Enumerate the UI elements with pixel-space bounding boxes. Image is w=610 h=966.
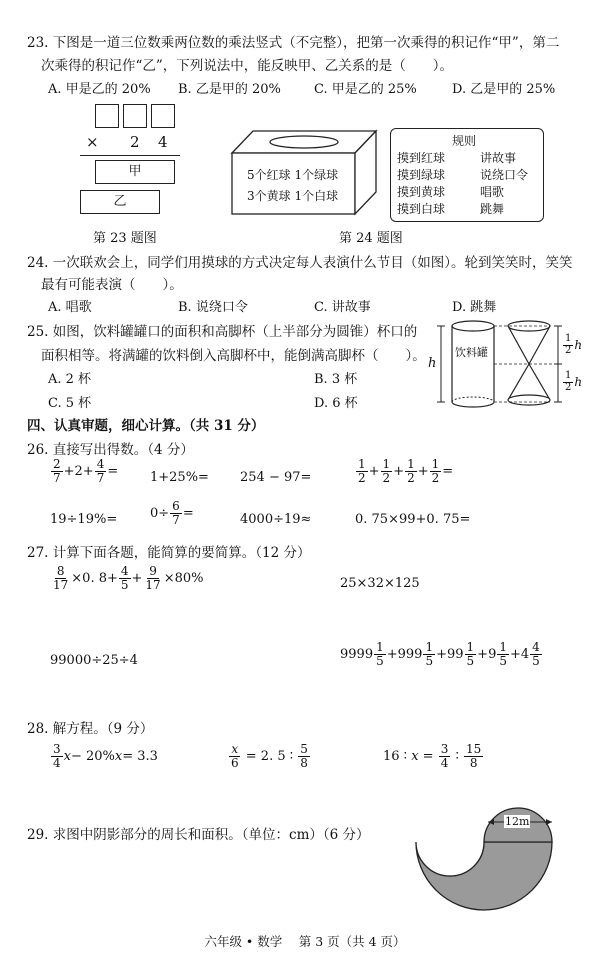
page-footer: 六年级 • 数学 第 3 页（共 4 页） bbox=[204, 934, 406, 949]
q25-text-line2: 面积相等。将满罐的饮料倒入高脚杯中，能倒满高脚杯（ ）。 bbox=[41, 348, 426, 364]
q25-can-label: 饮料罐 bbox=[455, 346, 488, 359]
q24-option-a: A. 唱歌 bbox=[48, 300, 92, 315]
q24-rule-condition: 摸到红球 bbox=[397, 151, 446, 165]
q23-caption: 第 23 题图 bbox=[93, 231, 157, 246]
q24-text-line1: 24. 一次联欢会上，同学们用摸球的方式决定每人表演什么节目（如图）。轮到笑笑时，笑笑 bbox=[27, 255, 573, 271]
q23-jia-label: 甲 bbox=[128, 164, 142, 179]
q24-option-b: B. 说绕口令 bbox=[178, 300, 248, 315]
q24-rule-condition: 摸到白球 bbox=[397, 202, 446, 216]
q23-yi-label: 乙 bbox=[113, 194, 127, 209]
q26-expr-5: 19÷19%= bbox=[50, 512, 118, 527]
q27-expr-4: 9999 $\frac{1}{5}$ +999 $\frac{1}{5}$ +99 $\frac{1}{5}$ +9 $\frac{1}{5}$ +4 $\frac{4}{5}$ bbox=[340, 640, 540, 668]
q26-expr-1: $\frac{2}{7}$ +2+ $\frac{4}{7}$ = bbox=[53, 457, 119, 485]
q24-text-line2: 最有可能表演（ ）。 bbox=[41, 277, 183, 293]
q23-option-a: A. 甲是乙的 20% bbox=[48, 82, 151, 97]
q24-option-d: D. 跳舞 bbox=[452, 300, 497, 315]
q25-half-h-lower: $\frac{1}{2}$ h bbox=[565, 370, 583, 393]
q26-expr-8: 0. 75×99+0. 75= bbox=[355, 512, 471, 527]
q23-digit-2: 2 bbox=[130, 133, 140, 151]
q26-expr-7: 4000÷19≈ bbox=[240, 512, 312, 527]
q28-title: 28. 解方程。（9 分） bbox=[27, 721, 154, 737]
q23-option-d: D. 乙是甲的 25% bbox=[452, 82, 556, 97]
q23-digit-4: 4 bbox=[158, 133, 168, 151]
q24-rules-title: 规则 bbox=[452, 134, 477, 148]
q23-text-line2: 次乘得的积记作“乙”，下列说法中，能反映甲、乙关系的是（ ）。 bbox=[41, 58, 454, 74]
q28-equation-1: $\frac{3}{4}$ x − 20% x = 3.3 bbox=[53, 742, 158, 770]
q23-option-c: C. 甲是乙的 25% bbox=[314, 82, 417, 97]
q25-half-h-upper: $\frac{1}{2}$ h bbox=[565, 333, 583, 356]
q25-text-line1: 25. 如图，饮料罐罐口的面积和高脚杯（上半部分为圆锥）杯口的 bbox=[27, 324, 418, 340]
q25-h-label: h bbox=[428, 356, 437, 371]
q23-option-b: B. 乙是甲的 20% bbox=[178, 82, 281, 97]
q24-option-c: C. 讲故事 bbox=[314, 300, 371, 315]
q24-rule-action: 说绕口令 bbox=[480, 168, 529, 182]
q27-expr-1: $\frac{8}{17}$ ×0. 8+ $\frac{4}{5}$ + $\frac{9}{17}$ ×80% bbox=[53, 564, 204, 592]
q24-box-line2: 3个黄球 1个白球 bbox=[247, 189, 339, 203]
q24-rule-condition: 摸到绿球 bbox=[397, 168, 446, 182]
q29-dimension-label: 12m bbox=[505, 815, 530, 828]
q27-expr-3: 99000÷25÷4 bbox=[50, 653, 138, 668]
q26-expr-2: 1+25%= bbox=[150, 470, 209, 485]
q24-rule-action: 讲故事 bbox=[480, 151, 517, 165]
q24-rule-condition: 摸到黄球 bbox=[397, 185, 446, 199]
q26-expr-4: $\frac{1}{2}$ + $\frac{1}{2}$ + $\frac{1}{2}$ + $\frac{1}{2}$ = bbox=[358, 457, 454, 485]
q28-equation-3: 16 ∶ x = $\frac{3}{4}$ ∶ $\frac{15}{8}$ bbox=[383, 742, 482, 770]
q24-rule-action: 跳舞 bbox=[480, 202, 505, 216]
q24-box-line1: 5个红球 1个绿球 bbox=[247, 168, 339, 182]
q27-expr-2: 25×32×125 bbox=[340, 576, 420, 591]
q26-expr-3: 254 − 97= bbox=[240, 470, 312, 485]
q26-expr-6: 0÷ $\frac{6}{7}$ = bbox=[150, 499, 194, 527]
q25-option-d: D. 6 杯 bbox=[314, 396, 358, 411]
q24-rule-action: 唱歌 bbox=[480, 185, 505, 199]
q28-equation-2: $\frac{x}{6}$ = 2. 5 ∶ $\frac{5}{8}$ bbox=[231, 742, 308, 770]
q29-title: 29. 求图中阴影部分的周长和面积。（单位：cm）（6 分） bbox=[27, 827, 370, 843]
q27-title: 27. 计算下面各题，能简算的要简算。（12 分） bbox=[27, 545, 311, 561]
q25-option-a: A. 2 杯 bbox=[48, 372, 92, 387]
q23-times-sign: × bbox=[86, 133, 99, 151]
q24-caption: 第 24 题图 bbox=[339, 231, 403, 246]
q25-option-c: C. 5 杯 bbox=[48, 396, 92, 411]
q25-option-b: B. 3 杯 bbox=[314, 372, 358, 387]
q26-title: 26. 直接写出得数。（4 分） bbox=[27, 442, 194, 458]
section-4-heading: 四、认真审题，细心计算。（共 31 分） bbox=[27, 418, 265, 434]
q23-text-line1: 23. 下图是一道三位数乘两位数的乘法竖式（不完整），把第一次乘得的积记作“甲”，第二 bbox=[27, 35, 560, 51]
